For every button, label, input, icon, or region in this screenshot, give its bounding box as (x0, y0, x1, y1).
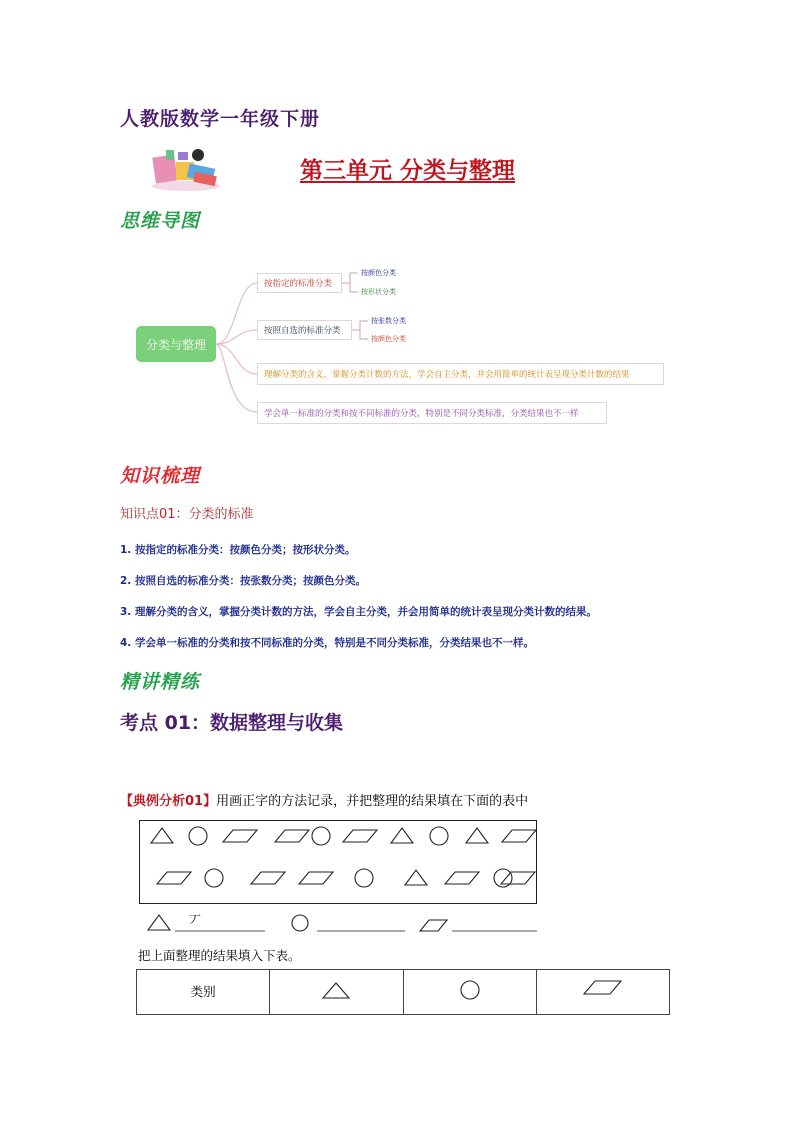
mind-map-heading: 思维导图 (120, 210, 201, 232)
triangle-icon (321, 980, 351, 1000)
circle-shape (430, 827, 448, 845)
result-table (136, 969, 670, 1015)
triangle-shape (391, 828, 413, 843)
parallelogram-shape (251, 872, 285, 884)
example-tag: 【典例分析01】 (120, 794, 217, 809)
knowledge-point-title: 知识点01：分类的标准 (120, 507, 254, 522)
mind-map-branch-standards: 学会单一标准的分类和按不同标准的分类，特别是不同分类标准，分类结果也不一样 (257, 402, 607, 424)
circle-cell (403, 970, 536, 1015)
parallelogram-shape (157, 872, 191, 884)
parallelogram-shape (501, 872, 535, 884)
circle-shape (189, 827, 207, 845)
mind-map-leaf-color-2: 按颜色分类 (371, 335, 406, 343)
circle-shape (355, 869, 373, 887)
category-header: 类别 (137, 970, 270, 1015)
mind-map-leaf-shape: 按形状分类 (361, 288, 396, 296)
knowledge-item-4: 4. 学会单一标准的分类和按不同标准的分类，特别是不同分类标准，分类结果也不一样。 (120, 637, 534, 649)
practice-heading: 精讲精练 (120, 671, 201, 693)
parallelogram-icon (581, 978, 625, 996)
shapes-box (139, 820, 537, 904)
parallelogram-shape (343, 830, 377, 842)
mind-map-leaf-color: 按颜色分类 (361, 269, 396, 277)
parallelogram-shape (502, 830, 536, 842)
knowledge-item-1: 1. 按指定的标准分类：按颜色分类；按形状分类。 (120, 544, 356, 556)
circle-icon (455, 979, 485, 1001)
triangle-cell (270, 970, 403, 1015)
parallelogram-shape (223, 830, 257, 842)
tally-mark: 丆 (189, 913, 202, 927)
shapes-drawing (140, 821, 538, 905)
triangle-shape (151, 828, 173, 843)
knowledge-item-3: 3. 理解分类的含义，掌握分类计数的方法，学会自主分类，并会用简单的统计表呈现分类计数的结果。 (120, 606, 597, 618)
parallelogram-cell (536, 970, 669, 1015)
mind-map-branch-understanding: 理解分类的含义，掌握分类计数的方法，学会自主分类，并会用简单的统计表呈现分类计数的结果 (257, 363, 664, 385)
example-text: 用画正字的方法记录，并把整理的结果填在下面的表中 (216, 794, 529, 809)
tally-record-row (135, 908, 539, 934)
circle-shape (205, 869, 223, 887)
triangle-shape (405, 870, 427, 885)
parallelogram-shape (275, 830, 309, 842)
mind-map-leaf-count: 按张数分类 (371, 317, 406, 325)
unit-title: 第三单元 分类与整理 (300, 157, 516, 184)
parallelogram-icon (420, 920, 447, 931)
mind-map-root: 分类与整理 (136, 326, 216, 362)
circle-shape (312, 827, 330, 845)
parallelogram-shape (445, 872, 479, 884)
mind-map-branch-specified: 按指定的标准分类 (257, 273, 342, 293)
exam-point-title: 考点 01：数据整理与收集 (120, 712, 344, 734)
book-title: 人教版数学一年级下册 (120, 108, 321, 130)
mind-map-branch-self-selected: 按照自选的标准分类 (257, 320, 352, 340)
triangle-icon (148, 915, 170, 930)
parallelogram-shape (299, 872, 333, 884)
circle-icon (292, 915, 308, 931)
triangle-shape (466, 828, 488, 843)
knowledge-heading: 知识梳理 (120, 465, 201, 487)
table-instruction: 把上面整理的结果填入下表。 (138, 948, 301, 963)
knowledge-item-2: 2. 按照自选的标准分类：按张数分类；按颜色分类。 (120, 575, 366, 587)
example-prompt (120, 790, 528, 809)
